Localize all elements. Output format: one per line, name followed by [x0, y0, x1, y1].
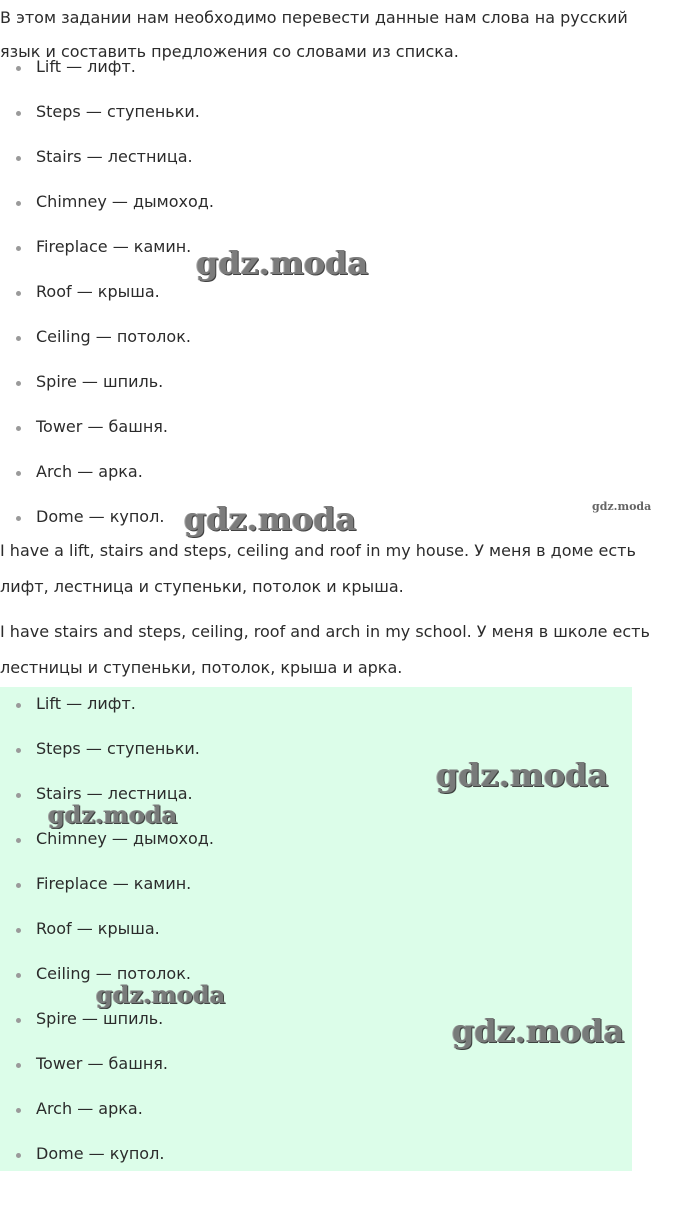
list-item: Dome — купол.: [0, 506, 214, 551]
list-item: Lift — лифт.: [0, 56, 214, 101]
intro-line: В этом задании нам необходимо перевести данные нам слова на русский: [0, 8, 628, 27]
list-item: Tower — башня.: [0, 416, 214, 461]
list-item: Ceiling — потолок.: [0, 963, 214, 1008]
list-item: Ceiling — потолок.: [0, 326, 214, 371]
list-item: Tower — башня.: [0, 1053, 214, 1098]
answer-paragraph-school: I have stairs and steps, ceiling, roof and arch in my school. У меня в школе есть лестницы и ступеньки, потолок, крыша и арка.: [0, 622, 650, 677]
watermark-small: gdz.moda: [592, 500, 652, 513]
vocabulary-list-highlighted: [0, 693, 214, 1188]
list-item: Dome — купол.: [0, 1143, 214, 1188]
intro-text: [0, 6, 680, 61]
list-item: Stairs — лестница.: [0, 146, 214, 191]
list-item: Arch — арка.: [0, 1098, 214, 1143]
list-item: Steps — ступеньки.: [0, 101, 214, 146]
list-item: Spire — шпиль.: [0, 371, 214, 416]
list-item: Stairs — лестница.: [0, 783, 214, 828]
list-item: Spire — шпиль.: [0, 1008, 214, 1053]
watermark: gdz.moda: [48, 800, 178, 829]
list-item: Chimney — дымоход.: [0, 191, 214, 236]
watermark: gdz.moda: [96, 980, 226, 1009]
watermark: gdz.moda: [436, 756, 609, 794]
list-item: Steps — ступеньки.: [0, 738, 214, 783]
list-item: Roof — крыша.: [0, 918, 214, 963]
list-item: Fireplace — камин.: [0, 236, 214, 281]
list-item: Chimney — дымоход.: [0, 828, 214, 873]
list-item: Fireplace — камин.: [0, 873, 214, 918]
intro-line-cut: язык и составить предложения со словами из списка.: [0, 42, 459, 61]
answer-paragraph-house: I have a lift, stairs and steps, ceiling and roof in my house. У меня в доме есть лифт, лестница и ступеньки, потолок и крыша.: [0, 541, 636, 596]
list-item: Lift — лифт.: [0, 693, 214, 738]
list-item: Arch — арка.: [0, 461, 214, 506]
watermark: gdz.moda: [452, 1012, 625, 1050]
vocabulary-list: [0, 56, 214, 551]
watermark: gdz.moda: [196, 244, 369, 282]
list-item: Roof — крыша.: [0, 281, 214, 326]
watermark: gdz.moda: [184, 500, 357, 538]
